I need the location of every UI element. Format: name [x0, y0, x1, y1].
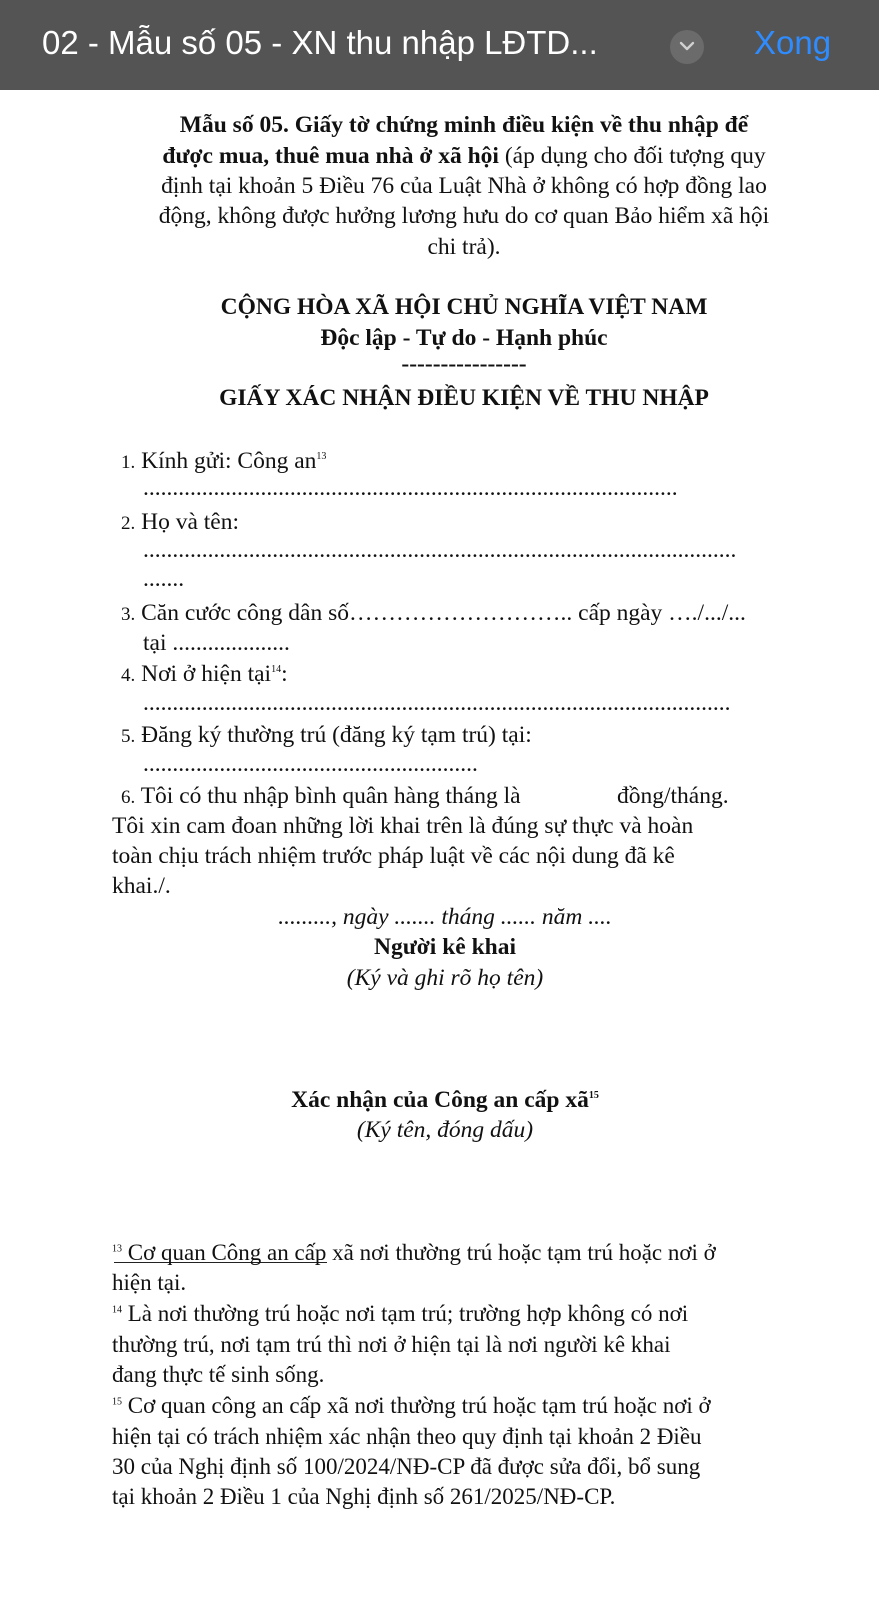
field-6-unit: đồng/tháng. [617, 783, 729, 809]
field-3 [121, 598, 746, 630]
footnote-15-ref: 15 [112, 1396, 122, 1408]
field-5-number: 5. [121, 726, 136, 747]
field-4-label: Nơi ở hiện tại [141, 661, 272, 687]
top-bar [0, 0, 879, 90]
footnote-15-line-4: tại khoản 2 Điều 1 của Nghị định số 261/2025/NĐ-CP. [112, 1484, 616, 1509]
chevron-down-icon[interactable] [670, 30, 704, 64]
footnote-ref-13: 13 [316, 451, 327, 463]
police-confirm-note: (Ký tên, đóng dấu) [356, 1117, 534, 1143]
footnote-14-text: Là nơi thường trú hoặc nơi tạm trú; trường hợp không có nơi [122, 1301, 689, 1326]
field-4-colon: : [281, 661, 288, 687]
field-1-number: 1. [121, 452, 136, 473]
footnote-15-text: Cơ quan công an cấp xã nơi thường trú hoặc tạm trú hoặc nơi ở [122, 1393, 711, 1418]
field-4-number: 4. [121, 665, 136, 686]
footnote-13-line-2: hiện tại. [112, 1270, 187, 1295]
declarant-note: (Ký và ghi rõ họ tên) [346, 965, 544, 991]
field-2-label: Họ và tên: [141, 509, 240, 535]
intro-line-2 [114, 141, 814, 171]
footnote-15-line-2: hiện tại có trách nhiệm xác nhận theo quy định tại khoản 2 Điều [112, 1424, 702, 1449]
field-6 [121, 781, 521, 813]
intro-line-3: định tại khoản 5 Điều 76 của Luật Nhà ở không có hợp đồng lao [161, 173, 767, 199]
intro-rest-text: (áp dụng cho đối tượng quy [498, 143, 766, 169]
separator: ---------------- [401, 351, 527, 377]
motto: Độc lập - Tự do - Hạnh phúc [320, 325, 608, 351]
field-6-label: Tôi có thu nhập bình quân hàng tháng là [140, 783, 521, 809]
footnote-13-text: Cơ quan Công an cấp xã nơi thường trú hoặc tạm trú hoặc nơi ở [122, 1240, 716, 1265]
intro-line-5: chi trả). [427, 234, 501, 260]
done-button[interactable]: Xong [754, 24, 832, 61]
intro-bold-text: được mua, thuê mua nhà ở xã hội [162, 143, 499, 169]
police-confirm-text: Xác nhận của Công an cấp xã [291, 1087, 589, 1113]
field-2-dots-cont: ....... [143, 566, 185, 592]
field-1-label: Kính gửi: Công an [141, 448, 317, 474]
footnote-ref-15: 15 [588, 1090, 599, 1102]
commitment-line-2: toàn chịu trách nhiệm trước pháp luật về các nội dung đã kê [112, 843, 675, 869]
police-confirm-title [130, 1085, 760, 1115]
footnote-15 [112, 1391, 711, 1422]
footnote-14-line-2: thường trú, nơi tạm trú thì nơi ở hiện tại là nơi người kê khai [112, 1332, 671, 1357]
date-line: ........., ngày ....... tháng ...... năm .... [278, 904, 612, 930]
intro-line-4: động, không được hưởng lương hưu do cơ quan Bảo hiểm xã hội [158, 203, 770, 229]
field-3-label: Căn cước công dân số……………………….. cấp ngày …./.../... [141, 600, 746, 626]
footnote-14-ref: 14 [112, 1304, 122, 1316]
footnote-15-line-3: 30 của Nghị định số 100/2024/NĐ-CP đã được sửa đổi, bổ sung [112, 1454, 701, 1479]
footnote-ref-14: 14 [271, 664, 282, 676]
field-5-dots: ......................................................... [143, 751, 478, 777]
intro-line-1: Mẫu số 05. Giấy tờ chứng minh điều kiện về thu nhập để [179, 112, 749, 138]
footnote-14-line-3: đang thực tế sinh sống. [112, 1362, 325, 1387]
field-3-place: tại .................... [143, 630, 290, 656]
footnote-13-ref: 13 [112, 1243, 122, 1255]
field-1-dots: ........................................................................................... [143, 475, 678, 501]
field-5-label: Đăng ký thường trú (đăng ký tạm trú) tại: [141, 722, 532, 748]
footnote-14 [112, 1299, 688, 1330]
field-4-dots: .................................................................................................... [143, 690, 731, 716]
nation-heading: CỘNG HÒA XÃ HỘI CHỦ NGHĨA VIỆT NAM [220, 294, 708, 320]
commitment-line-3: khai./. [112, 873, 171, 899]
commitment-line-1: Tôi xin cam đoan những lời khai trên là đúng sự thực và hoàn [112, 813, 694, 839]
field-2-dots: ..................................................................................................... [143, 537, 737, 563]
field-5 [121, 720, 532, 752]
document-title: 02 - Mẫu số 05 - XN thu nhập LĐTD... [42, 24, 598, 61]
form-title: GIẤY XÁC NHẬN ĐIỀU KIỆN VỀ THU NHẬP [219, 385, 709, 411]
field-6-number: 6. [121, 787, 136, 808]
footnote-13 [112, 1238, 716, 1269]
field-2-number: 2. [121, 513, 136, 534]
field-4 [121, 659, 288, 691]
field-3-number: 3. [121, 604, 136, 625]
declarant-title: Người kê khai [373, 934, 517, 960]
